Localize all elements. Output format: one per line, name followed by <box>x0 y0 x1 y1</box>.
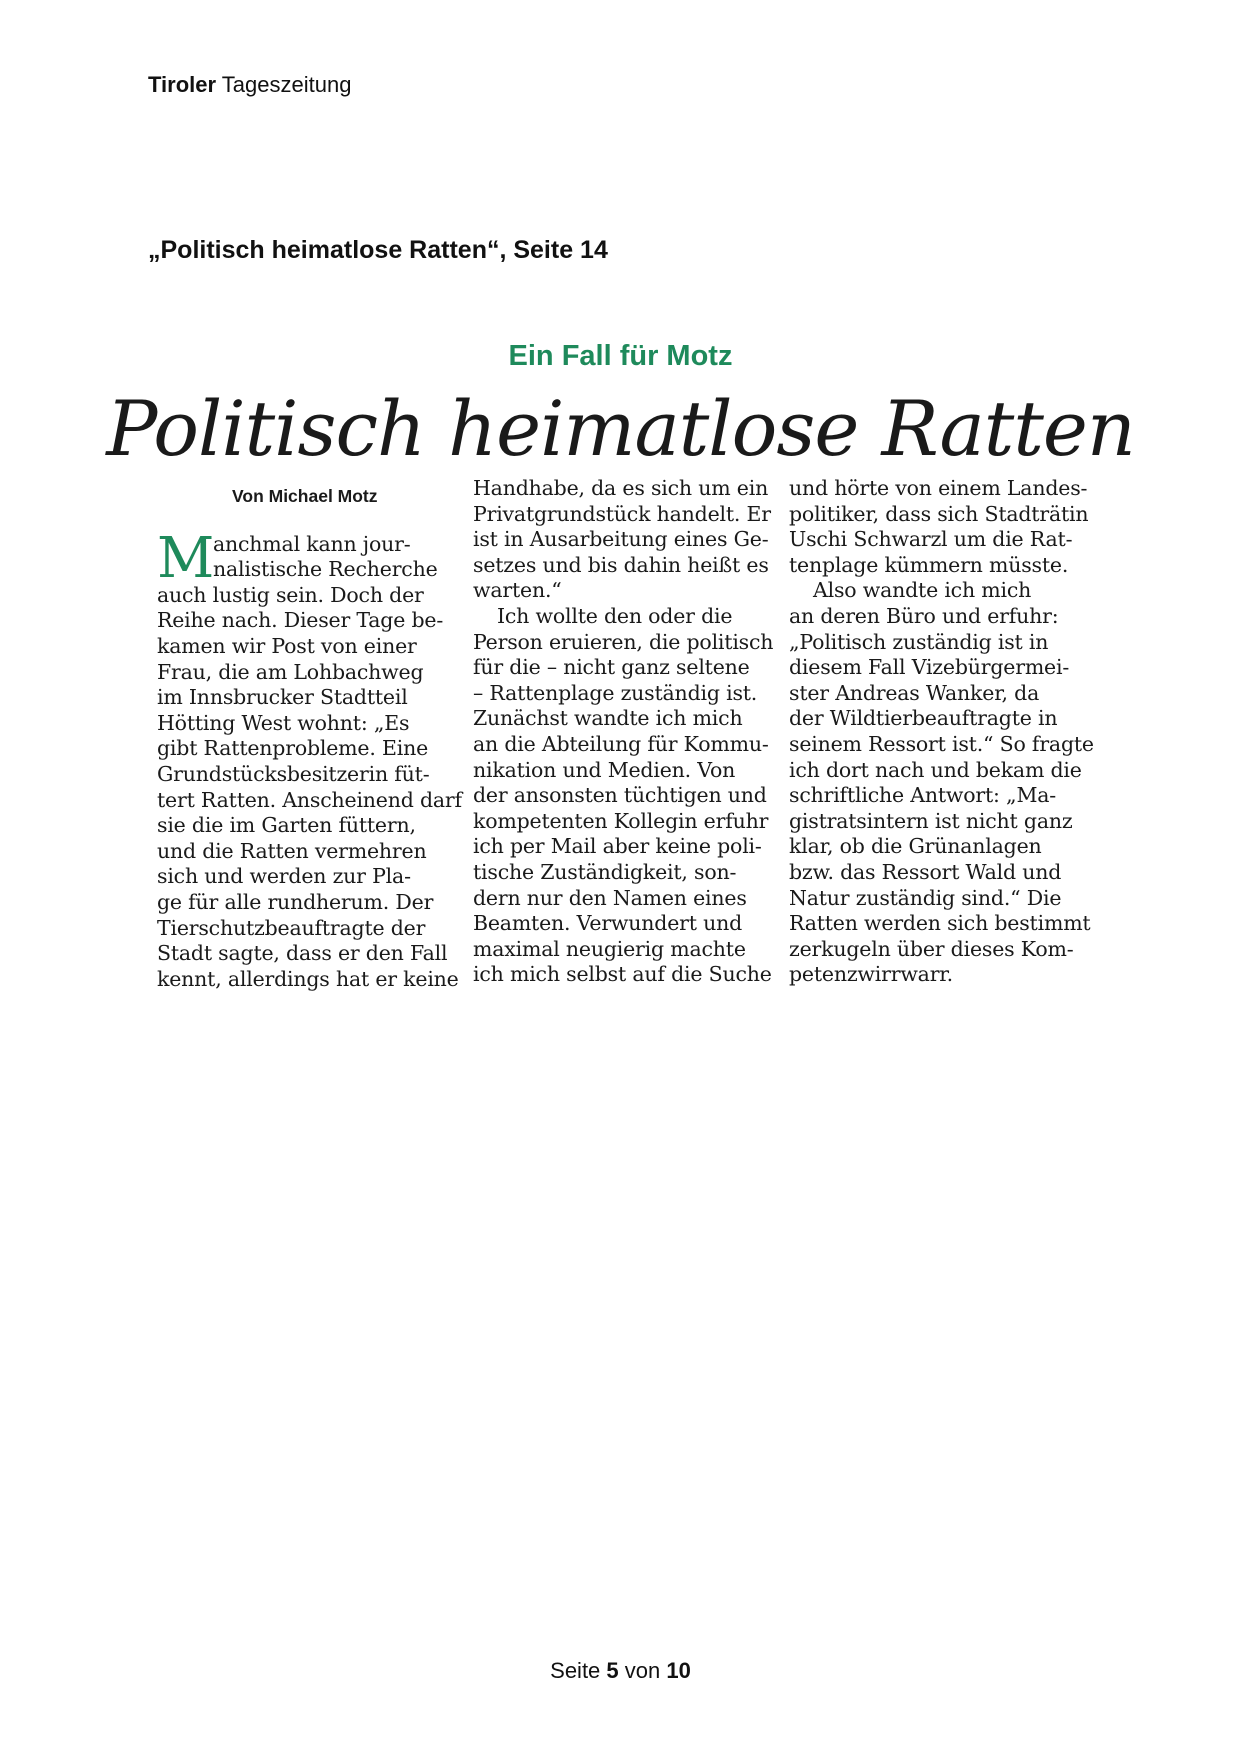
text-line: anchmal kann jour- <box>213 531 411 556</box>
text-line: tenplage kümmern müsste. <box>789 552 1069 577</box>
text-line: maximal neugierig machte <box>473 936 746 961</box>
dropcap-block <box>157 525 453 591</box>
text-line: zerkugeln über dieses Kom- <box>789 936 1074 961</box>
text-line: diesem Fall Vizebürgermei- <box>789 655 1070 680</box>
text-line: und hörte von einem Landes- <box>789 476 1088 500</box>
text-line: ich dort nach und bekam die <box>789 757 1082 782</box>
text-line: gibt Rattenprobleme. Eine <box>157 736 429 761</box>
text-line: bzw. das Ressort Wald und <box>789 859 1062 884</box>
text-line: warten.“ <box>473 578 562 603</box>
text-line: Frau, die am Lohbachweg <box>157 659 424 684</box>
text-line: kompetenten Kollegin erfuhr <box>473 808 769 833</box>
article-kicker: Ein Fall für Motz <box>508 340 733 372</box>
page-number-middle: von <box>618 1658 667 1683</box>
page-number-prefix: Seite <box>550 1658 607 1683</box>
text-line: Reihe nach. Dieser Tage be- <box>157 608 444 633</box>
text-line: kennt, allerdings hat er keine <box>157 966 459 991</box>
text-line: ster Andreas Wanker, da <box>789 680 1040 705</box>
text-line: Natur zuständig sind.“ Die <box>789 885 1062 910</box>
publication-name-bold: Tiroler <box>148 72 217 97</box>
article-title: Politisch heimatlose Ratten <box>106 384 1135 473</box>
text-line: auch lustig sein. Doch der <box>157 582 424 607</box>
text-line: im Innsbrucker Stadtteil <box>157 685 408 710</box>
article-reference: „Politisch heimatlose Ratten“, Seite 14 <box>148 236 608 264</box>
text-line: tische Zuständigkeit, son- <box>473 859 737 884</box>
column-2 <box>473 476 774 988</box>
text-line: schriftliche Antwort: „Ma- <box>789 783 1056 808</box>
text-line: Tierschutzbeauftragte der <box>157 915 426 940</box>
text-line: tert Ratten. Anscheinend darf <box>157 787 462 812</box>
text-line: sie die im Garten füttern, <box>157 813 416 838</box>
text-line: Beamten. Verwundert und <box>473 911 743 936</box>
text-line: Person eruieren, die politisch <box>473 629 774 654</box>
text-line: Uschi Schwarzl um die Rat- <box>789 527 1073 552</box>
byline: Von Michael Motz <box>232 486 378 506</box>
text-line: gistratsintern ist nicht ganz <box>789 808 1073 833</box>
text-line: Zunächst wandte ich mich <box>473 706 743 731</box>
publication-name-regular: Tageszeitung <box>216 72 352 97</box>
text-line: Grundstücksbesitzerin füt- <box>157 761 430 786</box>
text-line: ist in Ausarbeitung eines Ge- <box>473 527 769 552</box>
text-line: der ansonsten tüchtigen und <box>473 783 767 808</box>
text-line: petenzwirrwarr. <box>789 962 953 987</box>
column-2-lines <box>473 476 774 988</box>
column-3-lines <box>789 476 1094 988</box>
text-line: für die – nicht ganz seltene <box>473 655 750 680</box>
text-line: politiker, dass sich Stadträtin <box>789 501 1089 526</box>
text-line: nikation und Medien. Von <box>473 757 736 782</box>
text-line: dern nur den Namen eines <box>473 885 747 910</box>
text-line: Privatgrundstück handelt. Er <box>473 501 771 526</box>
text-line: ich mich selbst auf die Suche <box>473 962 772 987</box>
column-1-lines <box>157 582 462 993</box>
text-line: – Rattenplage zuständig ist. <box>473 680 758 705</box>
text-line: der Wildtierbeauftragte in <box>789 706 1058 731</box>
publication-name <box>148 72 351 98</box>
text-line: kamen wir Post von einer <box>157 633 417 658</box>
text-line: an deren Büro und erfuhr: <box>789 603 1059 628</box>
text-line: setzes und bis dahin heißt es <box>473 552 769 577</box>
text-line: Stadt sagte, dass er den Fall <box>157 941 448 966</box>
text-line: Ich wollte den oder die <box>497 603 733 628</box>
text-line: an die Abteilung für Kommu- <box>473 731 769 756</box>
page-number-current: 5 <box>606 1658 619 1683</box>
text-line: Ratten werden sich bestimmt <box>789 911 1091 936</box>
text-line: seinem Ressort ist.“ So fragte <box>789 731 1094 756</box>
page-number <box>0 1658 1241 1684</box>
text-line: Hötting West wohnt: „Es <box>157 710 410 735</box>
column-3 <box>789 476 1094 988</box>
text-line: nalistische Recherche <box>213 557 438 582</box>
text-line: Handhabe, da es sich um ein <box>473 476 769 500</box>
text-line: sich und werden zur Pla- <box>157 864 411 889</box>
text-line: Also wandte ich mich <box>813 578 1032 603</box>
text-line: ge für alle rundherum. Der <box>157 889 434 914</box>
text-line: klar, ob die Grünanlagen <box>789 834 1042 859</box>
dropcap-letter: M <box>157 525 215 591</box>
article-body <box>157 476 1094 996</box>
column-1 <box>157 484 462 992</box>
text-line: „Politisch zuständig ist in <box>789 629 1049 654</box>
text-line: ich per Mail aber keine poli- <box>473 834 762 859</box>
page-number-total: 10 <box>666 1658 691 1683</box>
text-line: und die Ratten vermehren <box>157 838 427 863</box>
